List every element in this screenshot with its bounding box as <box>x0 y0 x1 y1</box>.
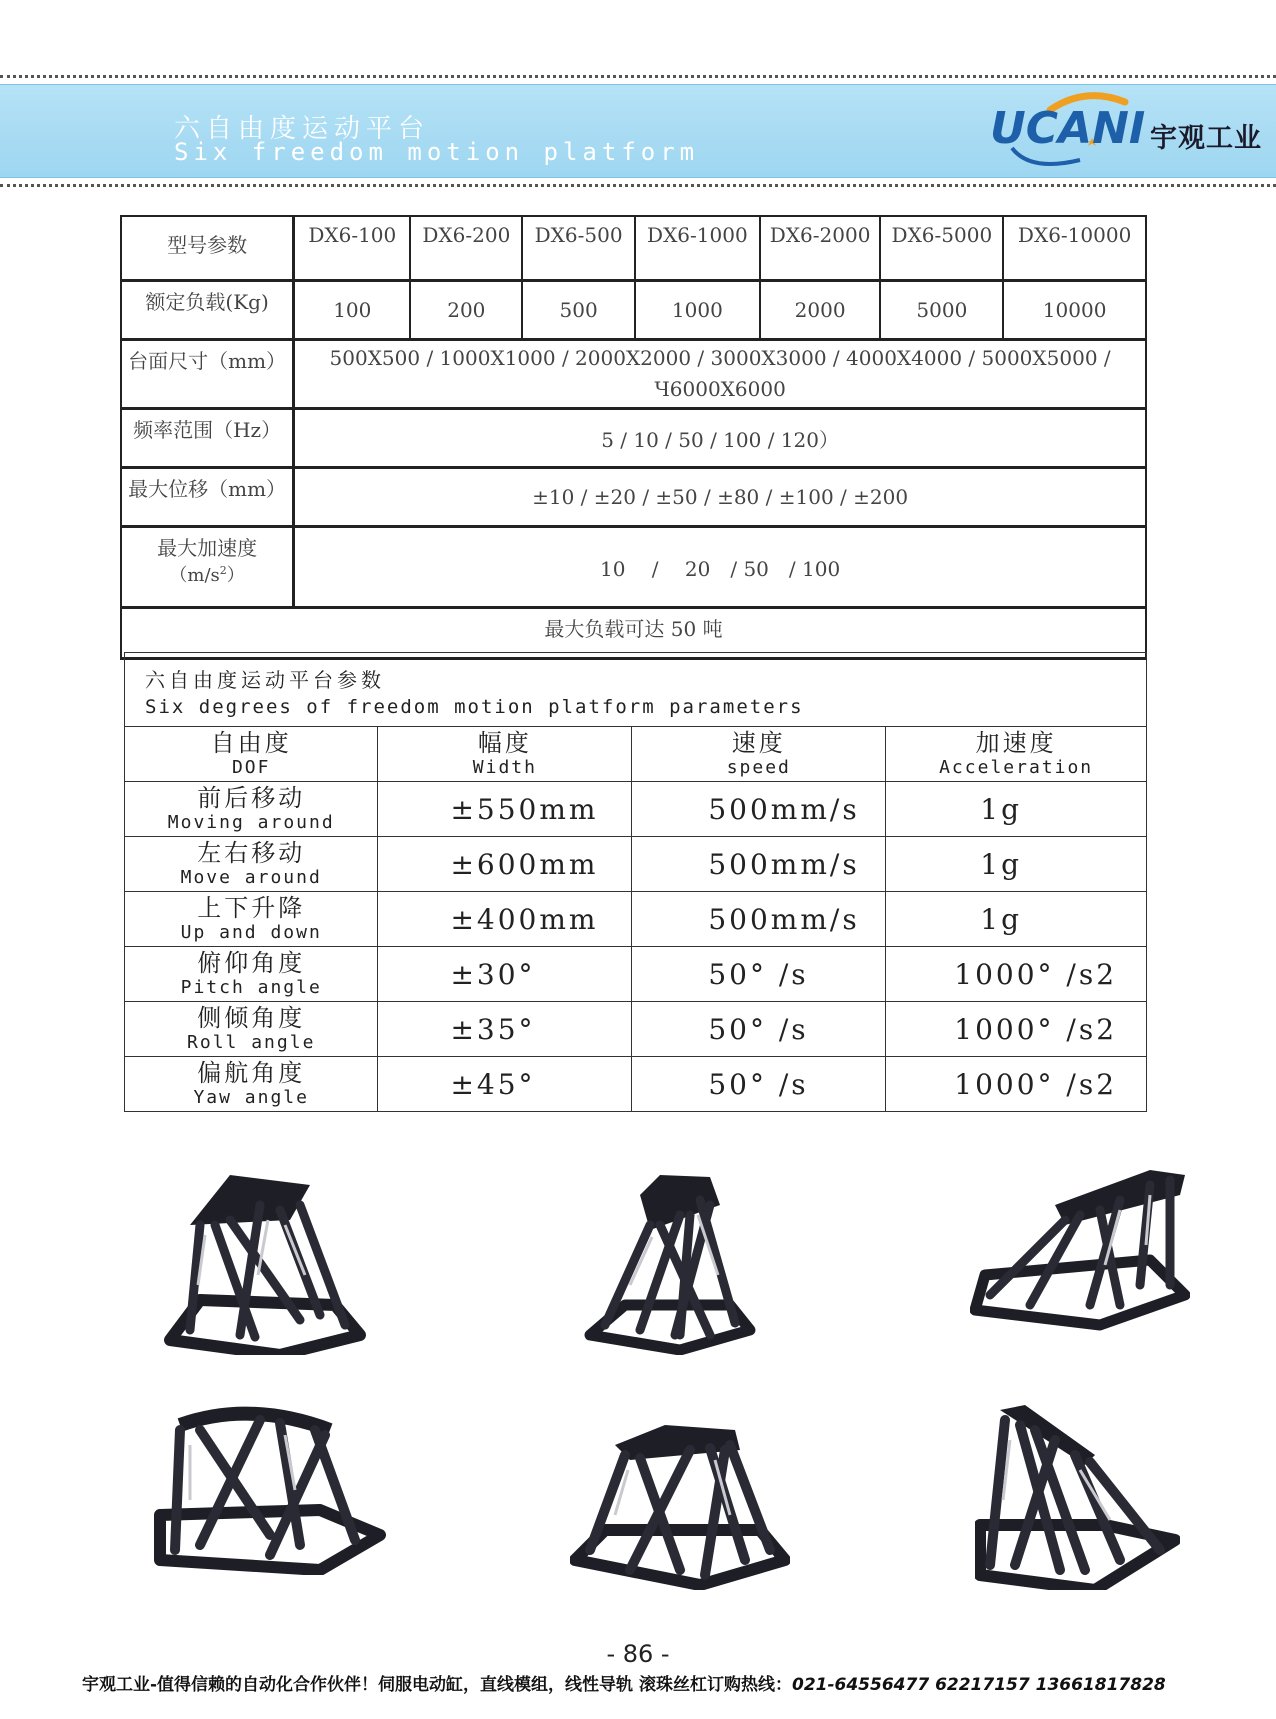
table-row <box>125 947 1147 1002</box>
model-cell: DX6-2000 <box>760 216 881 281</box>
acceleration-value: 10 / 20 / 50 / 100 <box>294 527 1146 608</box>
max-load-note: 最大负载可达 50 吨 <box>121 608 1146 659</box>
header-dof: 自由度 DOF <box>125 727 378 782</box>
load-cell: 5000 <box>880 281 1003 340</box>
size-header: 台面尺寸（mm） <box>121 340 294 409</box>
accel-value: 1000° /s2 <box>886 947 1147 1002</box>
banner-title-en: Six freedom motion platform <box>174 138 700 166</box>
model-row <box>121 216 1146 281</box>
acceleration-unit: $(m/s^2)$ <box>169 564 245 586</box>
table-row <box>125 837 1147 892</box>
model-cell: DX6-100 <box>294 216 411 281</box>
platform-image <box>975 1400 1180 1590</box>
size-row <box>121 340 1146 409</box>
speed-value: 500mm/s <box>632 892 886 947</box>
size-line-2: Ч6000X6000 <box>654 377 786 401</box>
footer-text: 宇观工业-值得信赖的自动化合作伙伴！伺服电动缸，直线模组，线性导轨 滚珠丝杠订购热线： <box>82 1675 792 1695</box>
dof-name: 前后移动 Moving around <box>125 782 378 837</box>
model-cell: DX6-500 <box>522 216 635 281</box>
platform-image <box>160 1165 370 1355</box>
footer-phones: 021-64556477 62217157 13661817828 <box>791 1675 1166 1695</box>
table-row <box>125 1002 1147 1057</box>
logo-wordmark: UCANI <box>990 103 1146 154</box>
header-speed: 速度 speed <box>632 727 886 782</box>
max-load-row <box>121 608 1146 659</box>
acceleration-header <box>121 527 294 608</box>
footer-line <box>82 1670 1166 1695</box>
accel-value: 1g <box>886 782 1147 837</box>
platform-image <box>970 1165 1190 1345</box>
top-dotted-rule <box>0 75 1276 78</box>
model-cell: DX6-10000 <box>1003 216 1146 281</box>
dof-params-table <box>124 652 1147 1112</box>
model-cell: DX6-1000 <box>635 216 760 281</box>
dof-name: 俯仰角度 Pitch angle <box>125 947 378 1002</box>
load-cell: 100 <box>294 281 411 340</box>
load-cell: 2000 <box>760 281 881 340</box>
model-spec-table <box>120 215 1147 660</box>
model-cell: DX6-200 <box>410 216 522 281</box>
width-value: ±400mm <box>378 892 632 947</box>
table-row <box>125 782 1147 837</box>
params-caption-cn: 六自由度运动平台参数 <box>145 668 385 692</box>
width-value: ±30° <box>378 947 632 1002</box>
params-caption-en: Six degrees of freedom motion platform parameters <box>145 696 804 718</box>
displacement-value: ±10 / ±20 / ±50 / ±80 / ±100 / ±200 <box>294 468 1146 527</box>
banner-title-cn: 六自由度运动平台 <box>174 114 431 144</box>
load-cell: 10000 <box>1003 281 1146 340</box>
acceleration-header-cn: 最大加速度 <box>157 536 258 560</box>
width-value: ±35° <box>378 1002 632 1057</box>
width-value: ±550mm <box>378 782 632 837</box>
accel-value: 1g <box>886 837 1147 892</box>
speed-value: 50° /s <box>632 947 886 1002</box>
accel-value: 1g <box>886 892 1147 947</box>
dof-name: 偏航角度 Yaw angle <box>125 1057 378 1112</box>
speed-value: 500mm/s <box>632 837 886 892</box>
dof-name: 上下升降 Up and down <box>125 892 378 947</box>
acceleration-row <box>121 527 1146 608</box>
brand-name-cn: 宇观工业 <box>1150 123 1262 154</box>
freq-header: 频率范围（Hz） <box>121 409 294 468</box>
accel-value: 1000° /s2 <box>886 1002 1147 1057</box>
page-number: - 86 - <box>606 1640 670 1668</box>
size-value <box>294 340 1146 409</box>
accel-value: 1000° /s2 <box>886 1057 1147 1112</box>
size-line-1: 500X500 / 1000X1000 / 2000X2000 / 3000X3000 / 4000X4000 / 5000X5000 / <box>329 346 1111 370</box>
width-value: ±45° <box>378 1057 632 1112</box>
params-header-row <box>125 727 1147 782</box>
load-cell: 500 <box>522 281 635 340</box>
table-row <box>125 892 1147 947</box>
speed-value: 50° /s <box>632 1002 886 1057</box>
params-caption <box>125 653 1147 727</box>
load-cell: 200 <box>410 281 522 340</box>
load-row <box>121 281 1146 340</box>
platform-image <box>570 1420 790 1590</box>
load-header: 额定负载(Kg) <box>121 281 294 340</box>
displacement-header: 最大位移（mm） <box>121 468 294 527</box>
speed-value: 500mm/s <box>632 782 886 837</box>
dof-name: 侧倾角度 Roll angle <box>125 1002 378 1057</box>
platform-image <box>150 1405 390 1575</box>
speed-value: 50° /s <box>632 1057 886 1112</box>
table-row <box>125 1057 1147 1112</box>
platform-image <box>580 1175 760 1355</box>
header-width: 幅度 Width <box>378 727 632 782</box>
freq-row <box>121 409 1146 468</box>
displacement-row <box>121 468 1146 527</box>
model-header: 型号参数 <box>121 216 294 281</box>
freq-value: 5 / 10 / 50 / 100 / 120） <box>294 409 1146 468</box>
header-acceleration: 加速度 Acceleration <box>886 727 1147 782</box>
params-caption-row <box>125 653 1147 727</box>
header-bottom-dotted-rule <box>0 184 1276 187</box>
model-cell: DX6-5000 <box>880 216 1003 281</box>
width-value: ±600mm <box>378 837 632 892</box>
dof-name: 左右移动 Move around <box>125 837 378 892</box>
load-cell: 1000 <box>635 281 760 340</box>
